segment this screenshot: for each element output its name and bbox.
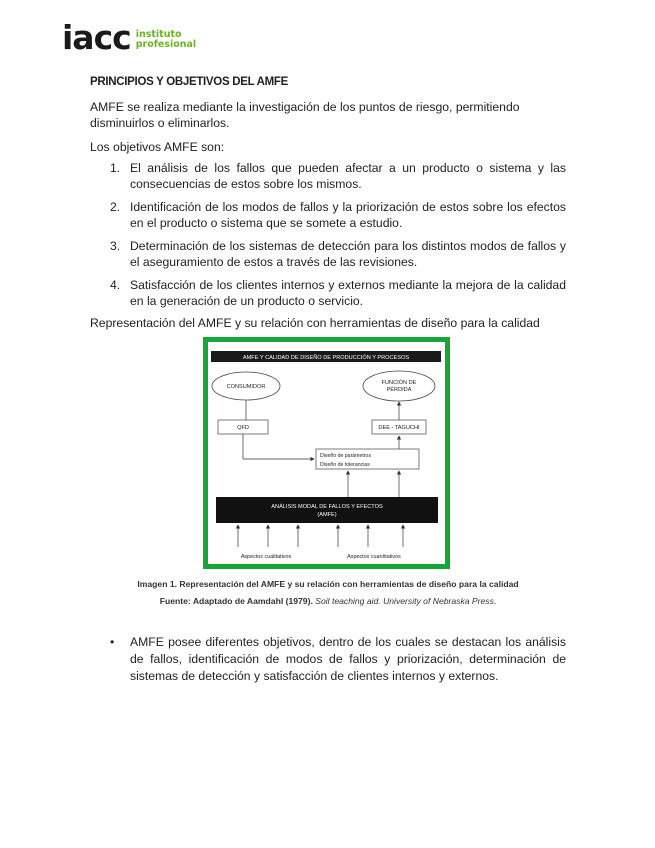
objective-item bbox=[90, 277, 566, 309]
representation-text: Representación del AMFE y su relación con herramientas de diseño para la calidad bbox=[90, 316, 540, 330]
objective-text: Identificación de los modos de fallos y la priorización de estos sobre los efectos en el producto o sistema que se somete a estudio. bbox=[130, 200, 566, 230]
bullet-icon: • bbox=[110, 635, 115, 649]
funcion-oval bbox=[363, 371, 435, 401]
objective-text: Satisfacción de los clientes internos y externos mediante la mejora de la calidad en la generación de un producto o servicio. bbox=[130, 278, 566, 308]
diseno-parametros: Diseño de parámetros bbox=[320, 453, 372, 459]
caption-source-label: Fuente: Adaptado de Aamdahl (1979). bbox=[159, 596, 313, 606]
objective-item bbox=[90, 199, 566, 231]
amfe-label-2: (AMFE) bbox=[317, 512, 337, 518]
figure-caption-source bbox=[90, 596, 566, 606]
dee-label: DEE - TAGUCHI bbox=[378, 425, 420, 431]
objective-number: 3. bbox=[110, 239, 121, 253]
objective-number: 1. bbox=[110, 161, 121, 175]
objective-number: 2. bbox=[110, 200, 121, 214]
objective-text: El análisis de los fallos que pueden afectar a un producto o sistema y las consecuencias de estos sobre los mismos. bbox=[130, 161, 566, 191]
diagram-header: AMFE Y CALIDAD DE DISEÑO DE PRODUCCIÓN Y PROCESOS bbox=[242, 355, 410, 361]
funcion-label-1: FUNCIÓN DE bbox=[381, 380, 417, 386]
objectives-list bbox=[90, 160, 566, 316]
logo-word: iacc bbox=[62, 18, 131, 57]
aspectos-cualitativos: Aspectos cualitativos bbox=[240, 554, 292, 560]
amfe-label-1: ANÁLISIS MODAL DE FALLOS Y EFECTOS bbox=[271, 504, 383, 510]
qfd-label: QFD bbox=[237, 425, 249, 431]
amfe-diagram bbox=[203, 337, 450, 569]
objective-item bbox=[90, 238, 566, 270]
objectives-intro: Los objetivos AMFE son: bbox=[90, 140, 225, 154]
figure-caption-title: Imagen 1. Representación del AMFE y su relación con herramientas de diseño para la calidad bbox=[137, 579, 519, 589]
caption-source-end: . bbox=[493, 596, 497, 606]
funcion-label-2: PÉRDIDA bbox=[386, 387, 412, 393]
logo-line1: instituto bbox=[135, 29, 182, 40]
aspectos-cuantitativos: Aspectos cuantitativos bbox=[347, 554, 401, 560]
bullet-item bbox=[90, 634, 566, 685]
logo-line2: profesional bbox=[135, 39, 197, 50]
bullet-text: AMFE posee diferentes objetivos, dentro de los cuales se destacan los análisis de fallos, identificación de modos de fallos y priorización, determinación de sistemas de detección y satisfacción de clientes internos y externos. bbox=[130, 635, 566, 683]
iacc-logo bbox=[62, 18, 197, 57]
diseno-tolerancias: Diseño de tolerancias bbox=[320, 462, 370, 468]
objective-text: Determinación de los sistemas de detección para los distintos modos de fallos y el aseguramiento de estos a través de las revisiones. bbox=[130, 239, 566, 269]
logo-subtitle bbox=[136, 30, 196, 52]
objective-number: 4. bbox=[110, 278, 121, 292]
amfe-box bbox=[216, 497, 438, 523]
caption-source-italic: Soil teaching aid. University of Nebraska Press bbox=[315, 596, 494, 606]
section-heading: PRINCIPIOS Y OBJETIVOS DEL AMFE bbox=[90, 76, 288, 88]
consumidor-label: CONSUMIDOR bbox=[226, 384, 266, 390]
objective-item bbox=[90, 160, 566, 192]
intro-paragraph: AMFE se realiza mediante la investigación de los puntos de riesgo, permitiendo disminuirlos o eliminarlos. bbox=[90, 100, 520, 130]
